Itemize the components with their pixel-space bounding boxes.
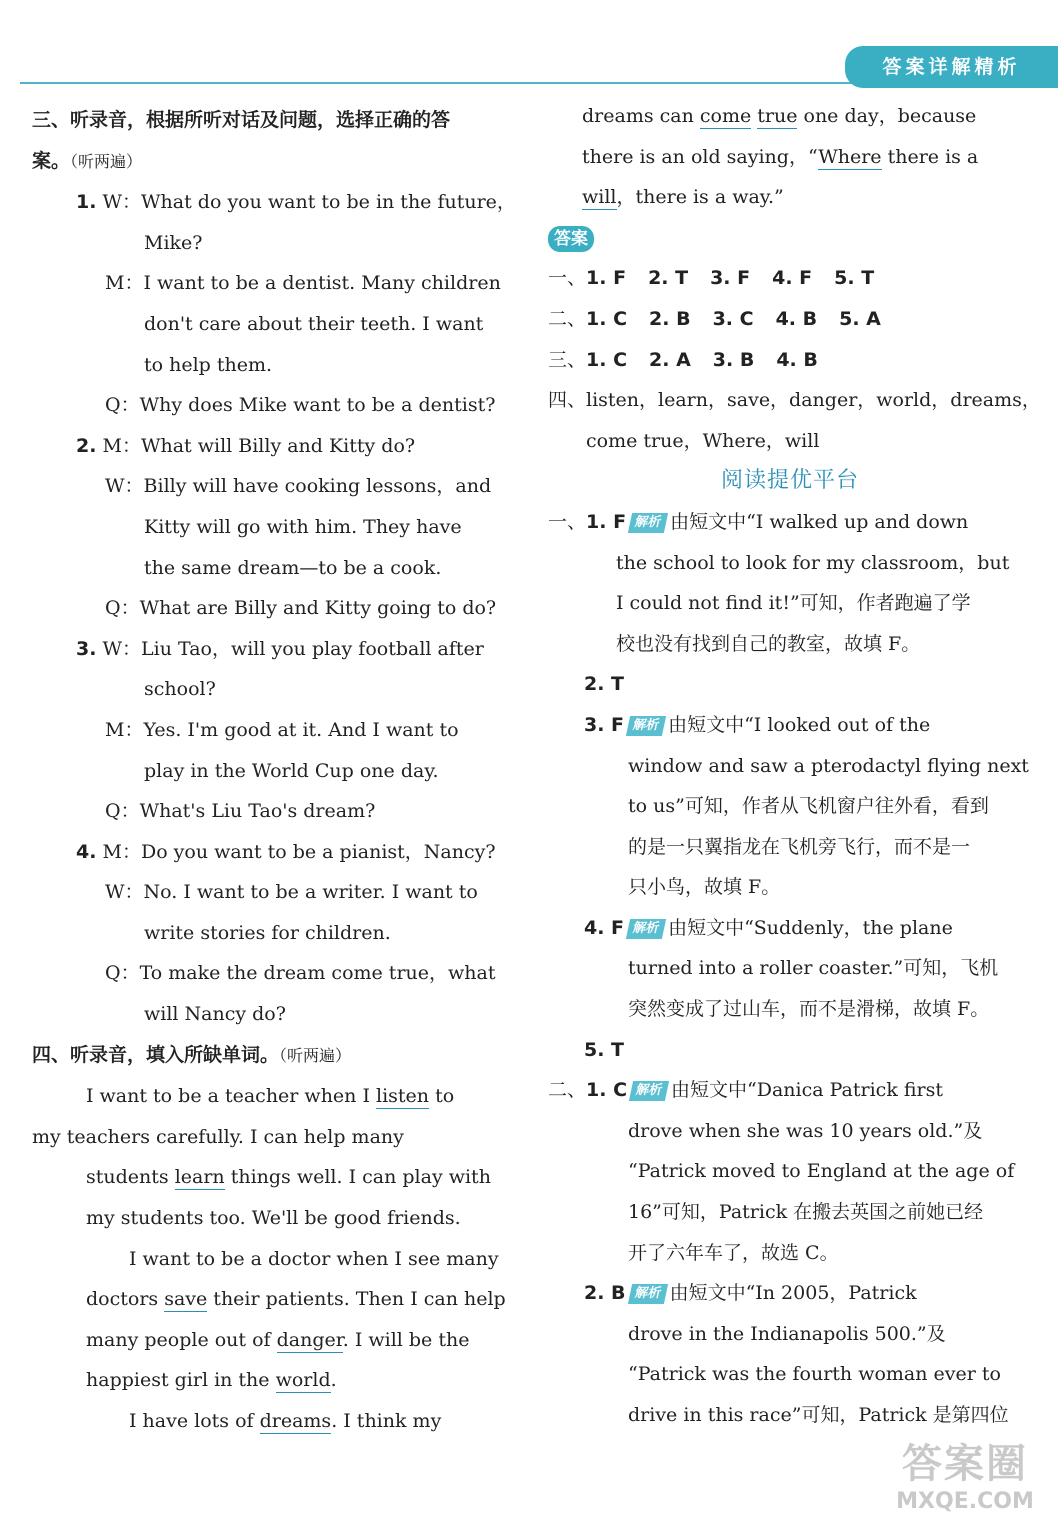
reading-1-item-1-line-2: the school to look for my classroom，but — [616, 551, 1010, 574]
passage-1-line-4: my students too. We'll be good friends. — [86, 1207, 461, 1230]
reading-1-item-4: 4. F 解析 由短文中“Suddenly，the plane — [584, 916, 953, 939]
reading-1-item-1-line-3: I could not find it!”可知，作者跑遍了学 — [616, 592, 971, 615]
dialog-4-line-2: W：No. I want to be a writer. I want to — [105, 881, 478, 904]
reading-2-item-1-line-2: drove when she was 10 years old.”及 — [628, 1119, 983, 1142]
dialog-2-line-3: Kitty will go with him. They have — [144, 515, 462, 538]
platform-title: 阅读提优平台 — [720, 468, 859, 494]
reading-2-item-1-line-3: “Patrick moved to England at the age of — [628, 1160, 1015, 1183]
answer-header — [548, 218, 1032, 259]
reading-2-item-2-line-3: “Patrick was the fourth woman ever to — [628, 1363, 1001, 1386]
answer-badge: 答案 — [548, 226, 594, 252]
watermark-logo — [880, 1440, 1050, 1530]
dialog-1-line-5: to help them. — [144, 353, 273, 376]
reading-1-item-4-line-3: 突然变成了过山车，而不是滑梯，故填 F。 — [628, 998, 990, 1021]
dialog-3-line-2: school? — [144, 678, 216, 701]
section-3-title-cont: 案。（听两遍） — [32, 149, 143, 172]
dialog-4-line-3: write stories for children. — [144, 921, 391, 944]
reading-1-item-3-line-4: 的是一只翼指龙在飞机旁飞行，而不是一 — [628, 835, 971, 858]
watermark-line-1: 答案圈 — [902, 1441, 1028, 1487]
header-tab: 答案详解精析 — [845, 46, 1058, 88]
section-3-title: 三、听录音，根据所听对话及问题，选择正确的答 — [32, 109, 451, 131]
section-4-title: 四、听录音，填入所缺单词。（听两遍） — [32, 1043, 352, 1066]
dialog-1-line-3: M：I want to be a dentist. Many children — [105, 272, 501, 295]
dialog-1-line-1: 1. W：What do you want to be in the future， — [76, 191, 516, 214]
dialog-4-line-1: 4. M：Do you want to be a pianist，Nancy? — [76, 840, 496, 863]
dialog-3-line-4: play in the World Cup one day. — [144, 759, 439, 782]
dialog-2-question: Q：What are Billy and Kitty going to do? — [105, 597, 497, 620]
reading-1-item-3-line-5: 只小鸟，故填 F。 — [628, 876, 781, 899]
left-column — [32, 100, 520, 1442]
reading-2-item-1-line-4: 16”可知，Patrick 在搬去英国之前她已经 — [628, 1201, 984, 1224]
reading-1-item-3: 3. F 解析 由短文中“I looked out of the — [584, 713, 931, 736]
passage-3-line-1: I have lots of dreams. I think my — [129, 1410, 442, 1432]
answer-row-1: 一、1. F 2. T 3. F 4. F 5. T — [548, 267, 875, 290]
answer-row-2: 二、1. C 2. B 3. C 4. B 5. A — [548, 307, 881, 330]
reading-1-item-2: 2. T — [584, 673, 625, 696]
analysis-badge: 解析 — [626, 919, 666, 939]
reading-1-item-1-line-4: 校也没有找到自己的教室，故填 F。 — [616, 632, 921, 655]
passage-1-line-2: my teachers carefully. I can help many — [32, 1125, 404, 1148]
right-column — [548, 96, 1041, 1436]
dialog-2-line-1: 2. M：What will Billy and Kitty do? — [76, 434, 416, 457]
reading-2-item-2-line-2: drove in the Indianapolis 500.”及 — [628, 1322, 946, 1345]
passage-3-line-3: there is an old saying，“Where there is a — [582, 145, 979, 168]
dialog-2-line-2: W：Billy will have cooking lessons，and — [105, 475, 492, 498]
reading-1-item-1: 一、1. F 解析 由短文中“I walked up and down — [548, 510, 969, 533]
reading-2-item-1: 二、1. C 解析 由短文中“Danica Patrick first — [548, 1079, 944, 1102]
watermark-line-2: MXQE.COM — [896, 1489, 1034, 1514]
reading-2-item-2: 2. B 解析 由短文中“In 2005，Patrick — [584, 1282, 917, 1305]
dialog-3-line-3: M：Yes. I'm good at it. And I want to — [105, 718, 459, 741]
header-divider — [20, 82, 865, 84]
dialog-3-line-1: 3. W：Liu Tao，will you play football after — [76, 637, 484, 660]
passage-2-line-3: many people out of danger. I will be the — [86, 1328, 470, 1351]
passage-2-line-2: doctors save their patients. Then I can help — [86, 1288, 506, 1311]
answer-row-4: 四、listen，learn，save，danger，world，dreams， — [548, 389, 1041, 412]
analysis-badge: 解析 — [629, 1081, 669, 1101]
passage-3-line-4: will，there is a way.” — [582, 186, 784, 209]
reading-1-item-4-line-2: turned into a roller coaster.”可知，飞机 — [628, 957, 999, 980]
dialog-1-line-4: don't care about their teeth. I want — [144, 312, 484, 335]
reading-1-item-5: 5. T — [584, 1038, 625, 1061]
answer-row-3: 三、1. C 2. A 3. B 4. B — [548, 348, 818, 371]
dialog-1-line-2: Mike? — [144, 231, 203, 254]
reading-2-item-1-line-5: 开了六年车了，故选 C。 — [628, 1241, 839, 1264]
passage-1-line-3: students learn things well. I can play with — [86, 1166, 491, 1189]
dialog-2-line-4: the same dream—to be a cook. — [144, 556, 442, 579]
reading-1-item-3-line-3: to us”可知，作者从飞机窗户往外看，看到 — [628, 795, 989, 818]
passage-2-line-1: I want to be a doctor when I see many — [129, 1247, 499, 1270]
reading-1-item-3-line-2: window and saw a pterodactyl flying next — [628, 754, 1029, 777]
dialog-4-question: Q：To make the dream come true，what — [105, 962, 496, 985]
passage-3-line-2: dreams can come true one day，because — [582, 105, 977, 127]
answer-row-4-cont: come true，Where，will — [586, 429, 820, 452]
dialog-1-question: Q：Why does Mike want to be a dentist? — [105, 394, 496, 417]
analysis-badge: 解析 — [627, 1284, 667, 1304]
passage-2-line-4: happiest girl in the world. — [86, 1369, 337, 1392]
dialog-4-question-cont: will Nancy do? — [144, 1003, 286, 1026]
dialog-3-question: Q：What's Liu Tao's dream? — [105, 800, 376, 823]
reading-2-item-2-line-4: drive in this race”可知，Patrick 是第四位 — [628, 1404, 1009, 1426]
analysis-badge: 解析 — [626, 716, 666, 736]
passage-1-line-1: I want to be a teacher when I listen to — [86, 1085, 455, 1108]
analysis-badge: 解析 — [628, 513, 668, 533]
